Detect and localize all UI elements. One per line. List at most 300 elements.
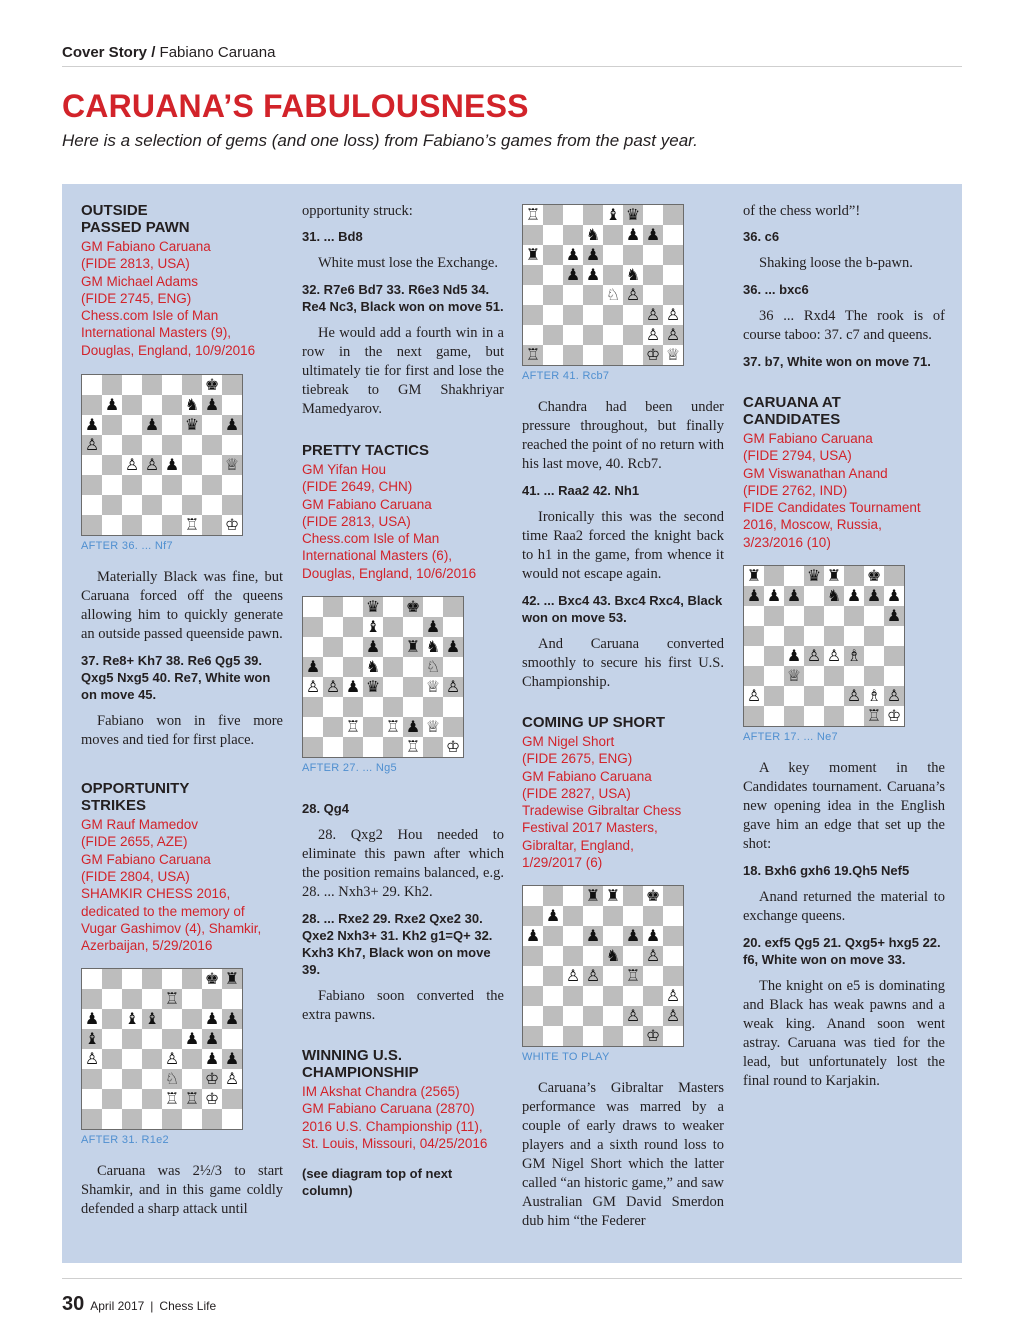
- board-square: [623, 946, 643, 966]
- board-square: [804, 586, 824, 606]
- paragraph: Anand returned the material to exchange queens.: [743, 889, 945, 925]
- white-queen-icon: ♕: [425, 677, 441, 697]
- board-square: [543, 886, 563, 906]
- black-pawn-icon: ♟: [345, 677, 361, 697]
- board-square: [202, 969, 222, 989]
- board-square: [222, 1049, 242, 1069]
- board-square: [864, 646, 884, 666]
- diagram-caption: WHITE TO PLAY: [522, 1051, 610, 1064]
- black-queen-icon: ♛: [184, 415, 200, 435]
- board-square: [884, 666, 904, 686]
- board-square: [142, 415, 162, 435]
- black-pawn-icon: ♟: [886, 586, 902, 606]
- white-rook-icon: ♖: [164, 989, 180, 1009]
- white-rook-icon: ♖: [385, 717, 401, 737]
- black-pawn-icon: ♟: [846, 586, 862, 606]
- white-pawn-icon: ♙: [224, 1069, 240, 1089]
- paragraph: Chandra had been under pressure throughout, but finally reached the point of no return with his last move, 40. Rcb7.: [522, 399, 724, 472]
- board-square: [122, 435, 142, 455]
- board-square: [623, 245, 643, 265]
- white-knight-icon: ♘: [605, 285, 621, 304]
- board-square: [202, 495, 222, 515]
- board-square: [202, 1069, 222, 1089]
- white-pawn-icon: ♙: [665, 986, 681, 1006]
- board-square: [222, 1029, 242, 1049]
- board-square: [162, 1049, 182, 1069]
- white-pawn-icon: ♙: [645, 946, 661, 966]
- board-square: [162, 475, 182, 495]
- moves-text: 28. ... Rxe2 29. Rxe2 Qxe2 30. Qxe2 Nxh3+ 31. Kh2 g1=Q+ 32. Kxh3 Kh7, Black won on move 39.: [302, 911, 493, 978]
- board-square: [443, 677, 463, 697]
- board-square: [663, 245, 683, 265]
- board-square: [824, 606, 844, 626]
- board-wrapper: [302, 596, 504, 774]
- board-square: [643, 245, 663, 265]
- board-square: [663, 886, 683, 906]
- board-square: [383, 637, 403, 657]
- board-square: [844, 686, 864, 706]
- footer-date: April 2017: [90, 1299, 145, 1313]
- black-pawn-icon: ♟: [305, 657, 321, 677]
- board-square: [643, 1006, 663, 1026]
- board-square: [363, 657, 383, 677]
- board-square: [142, 475, 162, 495]
- board-wrapper: [522, 204, 724, 382]
- board-square: [122, 989, 142, 1009]
- white-king-icon: ♔: [204, 1069, 220, 1089]
- white-rook-icon: ♖: [184, 515, 200, 535]
- board-square: [583, 265, 603, 285]
- page-number: 30: [62, 1293, 85, 1315]
- white-pawn-icon: ♙: [164, 1049, 180, 1069]
- game-info-line: GM Fabiano Caruana: [81, 851, 211, 867]
- board-square: [764, 686, 784, 706]
- white-knight-icon: ♘: [425, 657, 441, 677]
- board-square: [82, 1029, 102, 1049]
- paragraph: Shaking loose the b-pawn.: [759, 255, 913, 271]
- board-square: [824, 566, 844, 586]
- board-square: [82, 969, 102, 989]
- board-square: [563, 986, 583, 1006]
- board-square: [222, 475, 242, 495]
- game-info-line: International Masters (9),: [81, 325, 232, 341]
- board-square: [202, 1089, 222, 1109]
- board-square: [423, 717, 443, 737]
- footer-magazine: Chess Life: [159, 1299, 217, 1313]
- board-square: [443, 597, 463, 617]
- board-square: [784, 626, 804, 646]
- board-square: [142, 989, 162, 1009]
- board-square: [182, 435, 202, 455]
- board-square: [744, 566, 764, 586]
- game-info-line: GM Fabiano Caruana: [522, 768, 652, 784]
- board-square: [102, 1049, 122, 1069]
- board-square: [523, 966, 543, 986]
- white-pawn-icon: ♙: [665, 305, 681, 324]
- paragraph: of the chess world”!: [743, 203, 861, 219]
- board-square: [523, 285, 543, 305]
- board-square: [82, 989, 102, 1009]
- board-square: [643, 205, 663, 225]
- white-king-icon: ♔: [204, 1089, 220, 1109]
- black-pawn-icon: ♟: [204, 395, 220, 415]
- board-square: [663, 225, 683, 245]
- board-square: [383, 697, 403, 717]
- board-square: [603, 906, 623, 926]
- white-pawn-icon: ♙: [645, 325, 661, 344]
- board-wrapper: [81, 968, 283, 1146]
- board-square: [423, 617, 443, 637]
- board-square: [804, 666, 824, 686]
- board-square: [643, 946, 663, 966]
- board-square: [202, 1029, 222, 1049]
- white-pawn-icon: ♙: [144, 455, 160, 475]
- white-rook-icon: ♖: [866, 706, 882, 726]
- board-square: [182, 1089, 202, 1109]
- board-square: [744, 626, 764, 646]
- white-king-icon: ♔: [445, 737, 461, 757]
- board-square: [523, 946, 543, 966]
- board-square: [864, 566, 884, 586]
- board-square: [142, 515, 162, 535]
- chess-board: [522, 885, 684, 1047]
- board-square: [543, 265, 563, 285]
- column-4: [743, 202, 945, 1091]
- board-square: [222, 1089, 242, 1109]
- board-square: [202, 1009, 222, 1029]
- board-square: [202, 395, 222, 415]
- black-king-icon: ♚: [645, 886, 661, 906]
- board-square: [343, 697, 363, 717]
- paragraph: White must lose the Exchange.: [318, 255, 498, 271]
- game-info-line: GM Viswanathan Anand: [743, 465, 888, 481]
- board-square: [864, 586, 884, 606]
- black-rook-icon: ♜: [826, 566, 842, 586]
- board-square: [643, 966, 663, 986]
- board-square: [784, 606, 804, 626]
- game-info: [81, 238, 283, 359]
- game-info-line: (FIDE 2762, IND): [743, 482, 848, 498]
- black-knight-icon: ♞: [585, 225, 601, 244]
- game-info-line: (FIDE 2804, USA): [81, 868, 190, 884]
- board-square: [202, 455, 222, 475]
- board-square: [363, 697, 383, 717]
- board-square: [202, 515, 222, 535]
- board-square: [82, 495, 102, 515]
- white-knight-icon: ♘: [164, 1069, 180, 1089]
- header-separator: /: [151, 44, 156, 61]
- board-square: [443, 697, 463, 717]
- game-info-line: 3/23/2016 (10): [743, 534, 831, 550]
- diagram-caption: AFTER 27. ... Ng5: [302, 762, 397, 775]
- board-square: [603, 946, 623, 966]
- board-square: [323, 657, 343, 677]
- black-bishop-icon: ♝: [605, 205, 621, 224]
- board-square: [82, 475, 102, 495]
- board-square: [864, 686, 884, 706]
- board-square: [222, 515, 242, 535]
- white-pawn-icon: ♙: [84, 1049, 100, 1069]
- board-square: [102, 515, 122, 535]
- board-square: [844, 626, 864, 646]
- board-square: [303, 617, 323, 637]
- board-square: [563, 345, 583, 365]
- game-info-line: Azerbaijan, 5/29/2016: [81, 938, 213, 954]
- board-square: [884, 566, 904, 586]
- page-footer: [62, 1293, 216, 1316]
- board-square: [583, 946, 603, 966]
- board-square: [142, 1069, 162, 1089]
- paragraph: And Caruana converted smoothly to secure his first U.S. Championship.: [522, 636, 724, 690]
- board-square: [603, 1026, 623, 1046]
- board-square: [884, 626, 904, 646]
- board-square: [222, 1009, 242, 1029]
- chess-board: [522, 204, 684, 366]
- game-info-line: Vugar Gashimov (4), Shamkir,: [81, 920, 262, 936]
- board-square: [523, 225, 543, 245]
- paragraph: 28. Qxg2 Hou needed to eliminate this pawn after which the position remains balanced, e.g. 28. ... Nxh3+ 29. Kh2.: [302, 827, 504, 901]
- board-square: [343, 737, 363, 757]
- board-square: [543, 926, 563, 946]
- board-square: [162, 455, 182, 475]
- board-square: [784, 566, 804, 586]
- game-info-line: (FIDE 2813, USA): [81, 256, 190, 272]
- board-square: [523, 926, 543, 946]
- game-info: [302, 461, 504, 582]
- black-rook-icon: ♜: [585, 886, 601, 906]
- board-square: [824, 626, 844, 646]
- black-pawn-icon: ♟: [405, 717, 421, 737]
- board-square: [142, 969, 162, 989]
- board-square: [764, 606, 784, 626]
- board-square: [323, 737, 343, 757]
- board-square: [643, 345, 663, 365]
- black-pawn-icon: ♟: [84, 415, 100, 435]
- board-square: [744, 606, 764, 626]
- diagram-caption: AFTER 17. ... Ne7: [743, 731, 838, 744]
- board-square: [543, 205, 563, 225]
- board-square: [142, 1109, 162, 1129]
- board-square: [563, 285, 583, 305]
- game-info-line: (FIDE 2827, USA): [522, 785, 631, 801]
- board-square: [583, 906, 603, 926]
- chess-board: [302, 596, 464, 758]
- white-rook-icon: ♖: [184, 1089, 200, 1109]
- board-square: [603, 205, 623, 225]
- board-square: [102, 495, 122, 515]
- board-square: [303, 697, 323, 717]
- board-square: [884, 586, 904, 606]
- board-square: [102, 435, 122, 455]
- board-square: [744, 706, 764, 726]
- board-square: [403, 737, 423, 757]
- board-square: [844, 586, 864, 606]
- white-rook-icon: ♖: [525, 345, 541, 364]
- white-pawn-icon: ♙: [325, 677, 341, 697]
- board-square: [383, 657, 403, 677]
- board-square: [323, 637, 343, 657]
- board-square: [523, 325, 543, 345]
- board-square: [303, 677, 323, 697]
- board-square: [804, 706, 824, 726]
- board-square: [122, 455, 142, 475]
- board-square: [222, 989, 242, 1009]
- board-square: [623, 986, 643, 1006]
- black-king-icon: ♚: [204, 375, 220, 395]
- board-square: [663, 345, 683, 365]
- board-square: [784, 586, 804, 606]
- board-square: [523, 245, 543, 265]
- board-square: [182, 475, 202, 495]
- heading-caruana-at-candidates: CARUANA AT CANDIDATES: [743, 394, 841, 428]
- white-pawn-icon: ♙: [305, 677, 321, 697]
- black-knight-icon: ♞: [826, 586, 842, 606]
- paragraph: Materially Black was fine, but Caruana forced off the queens allowing him to quickly generate an outside passed queenside pawn.: [81, 569, 283, 643]
- board-square: [563, 886, 583, 906]
- board-square: [222, 415, 242, 435]
- moves-text: 36. c6: [743, 229, 780, 244]
- board-square: [162, 515, 182, 535]
- board-square: [784, 646, 804, 666]
- board-square: [162, 1089, 182, 1109]
- moves-text: 42. ... Bxc4 43. Bxc4 Rxc4, Black won on move 53.: [522, 593, 723, 625]
- board-square: [222, 495, 242, 515]
- board-square: [122, 495, 142, 515]
- black-knight-icon: ♞: [605, 946, 621, 966]
- black-queen-icon: ♛: [625, 205, 641, 224]
- board-square: [824, 666, 844, 686]
- board-square: [142, 1049, 162, 1069]
- moves-text: 20. exf5 Qg5 21. Qxg5+ hxg5 22. f6, White won on move 33.: [743, 935, 941, 968]
- white-rook-icon: ♖: [625, 966, 641, 986]
- board-square: [583, 886, 603, 906]
- game-info-line: 2016, Moscow, Russia,: [743, 517, 882, 533]
- white-bishop-icon: ♗: [846, 646, 862, 666]
- board-square: [182, 1049, 202, 1069]
- black-pawn-icon: ♟: [224, 1049, 240, 1069]
- black-pawn-icon: ♟: [625, 926, 641, 946]
- board-square: [403, 617, 423, 637]
- black-king-icon: ♚: [204, 969, 220, 989]
- board-square: [443, 737, 463, 757]
- board-square: [523, 1026, 543, 1046]
- board-square: [102, 1029, 122, 1049]
- white-pawn-icon: ♙: [585, 966, 601, 986]
- black-pawn-icon: ♟: [585, 245, 601, 264]
- board-square: [162, 1009, 182, 1029]
- board-square: [182, 1009, 202, 1029]
- diagram-caption: AFTER 31. R1e2: [81, 1134, 169, 1147]
- board-square: [784, 706, 804, 726]
- board-square: [102, 1069, 122, 1089]
- column-3: [522, 204, 724, 1231]
- black-bishop-icon: ♝: [365, 617, 381, 637]
- board-square: [583, 285, 603, 305]
- board-square: [102, 1009, 122, 1029]
- chess-board: [81, 374, 243, 536]
- board-square: [663, 966, 683, 986]
- board-square: [82, 455, 102, 475]
- white-pawn-icon: ♙: [84, 435, 100, 455]
- board-square: [663, 1006, 683, 1026]
- game-info-line: GM Fabiano Caruana: [743, 431, 873, 446]
- board-square: [162, 375, 182, 395]
- paragraph: Fabiano soon converted the extra pawns.: [302, 988, 504, 1024]
- white-bishop-icon: ♗: [866, 686, 882, 706]
- chess-board: [81, 968, 243, 1130]
- board-square: [122, 515, 142, 535]
- board-square: [122, 1029, 142, 1049]
- board-square: [583, 305, 603, 325]
- game-info-line: dedicated to the memory of: [81, 903, 245, 919]
- paragraph: Fabiano won in five more moves and tied for first place.: [81, 713, 283, 749]
- board-square: [603, 926, 623, 946]
- white-rook-icon: ♖: [345, 717, 361, 737]
- board-square: [643, 265, 663, 285]
- board-square: [563, 906, 583, 926]
- game-info-line: 1/29/2017 (6): [522, 855, 603, 871]
- white-king-icon: ♔: [645, 345, 661, 364]
- board-square: [403, 717, 423, 737]
- board-square: [202, 375, 222, 395]
- board-square: [603, 345, 623, 365]
- board-square: [563, 946, 583, 966]
- board-square: [82, 1009, 102, 1029]
- board-square: [623, 966, 643, 986]
- board-square: [523, 906, 543, 926]
- black-pawn-icon: ♟: [565, 245, 581, 264]
- game-info-line: Chess.com Isle of Man: [302, 531, 440, 547]
- board-square: [583, 1006, 603, 1026]
- board-square: [403, 657, 423, 677]
- board-square: [623, 305, 643, 325]
- board-square: [884, 646, 904, 666]
- board-square: [423, 597, 443, 617]
- board-square: [423, 637, 443, 657]
- board-square: [824, 646, 844, 666]
- board-square: [202, 475, 222, 495]
- heading-outside-passed-pawn: OUTSIDE PASSED PAWN: [81, 202, 190, 236]
- black-queen-icon: ♛: [365, 597, 381, 617]
- board-square: [643, 325, 663, 345]
- board-square: [82, 1109, 102, 1129]
- board-square: [202, 1049, 222, 1069]
- game-info-line: IM Akshat Chandra (2565): [302, 1084, 460, 1100]
- board-square: [443, 617, 463, 637]
- board-wrapper: [522, 885, 724, 1063]
- board-square: [603, 225, 623, 245]
- white-rook-icon: ♖: [164, 1089, 180, 1109]
- game-info-line: GM Yifan Hou: [302, 462, 387, 477]
- board-square: [323, 677, 343, 697]
- game-info: [743, 430, 945, 551]
- board-square: [343, 657, 363, 677]
- board-square: [122, 1069, 142, 1089]
- board-square: [864, 706, 884, 726]
- board-square: [122, 1089, 142, 1109]
- board-square: [623, 886, 643, 906]
- moves-text: (see diagram top of next column): [302, 1166, 453, 1199]
- board-square: [363, 617, 383, 637]
- game-info-line: GM Rauf Mamedov: [81, 817, 199, 833]
- board-square: [142, 1029, 162, 1049]
- board-square: [623, 906, 643, 926]
- moves-text: 32. R7e6 Bd7 33. R6e3 Nd5 34. Re4 Nc3, Black won on move 51.: [302, 282, 504, 314]
- black-knight-icon: ♞: [365, 657, 381, 677]
- board-square: [423, 697, 443, 717]
- black-rook-icon: ♜: [525, 245, 541, 264]
- board-square: [583, 205, 603, 225]
